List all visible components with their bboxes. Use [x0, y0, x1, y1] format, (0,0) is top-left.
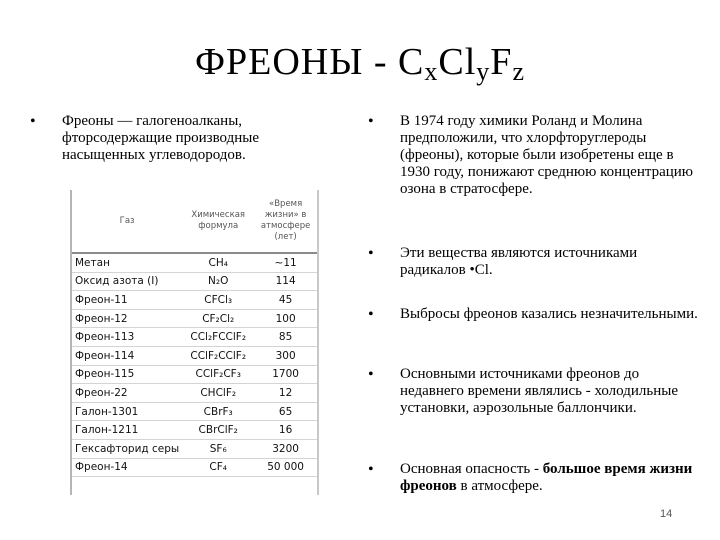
cell-formula: CFCl₃ [182, 291, 254, 310]
title-sub-z: z [512, 57, 525, 86]
table-row [72, 272, 317, 291]
right-bullet-4 [368, 366, 698, 417]
cell-gas: Фреон-22 [72, 384, 182, 403]
cell-lifetime: 85 [254, 328, 317, 347]
cell-formula: CF₂Cl₂ [182, 309, 254, 328]
table-row [72, 421, 317, 440]
title-sub-y: y [476, 57, 491, 86]
cell-lifetime: 50 000 [254, 458, 317, 477]
title-f: F [490, 41, 513, 83]
right-bullet-4-text: Основными источниками фреонов до недавнего времени являлись - холодильные установки, аэрозольные баллончики. [400, 366, 678, 416]
bullet-5-pre: Основная опасность - [400, 461, 543, 477]
table-row [72, 458, 317, 477]
bullet-marker: • [368, 245, 374, 262]
cell-formula: SF₆ [182, 439, 254, 458]
cell-formula: N₂O [182, 272, 254, 291]
freon-lifetime-table [70, 190, 319, 495]
bullet-marker: • [30, 113, 36, 130]
left-bullet-text: Фреоны — галогеноалканы, фторсодержащие производные насыщенных углеводородов. [62, 113, 260, 163]
cell-gas: Фреон-114 [72, 346, 182, 365]
left-bullet [30, 113, 330, 164]
cell-gas: Галон-1211 [72, 421, 182, 440]
cell-gas: Галон-1301 [72, 402, 182, 421]
table-header-formula: Химическая формула [182, 190, 254, 253]
right-bullet-5-text [400, 461, 698, 495]
table-row [72, 346, 317, 365]
table-row [72, 402, 317, 421]
cell-gas: Фреон-11 [72, 291, 182, 310]
cell-gas: Оксид азота (I) [72, 272, 182, 291]
left-column [30, 113, 330, 164]
cell-formula: CBrClF₂ [182, 421, 254, 440]
slide-title [0, 40, 720, 87]
cell-lifetime: 114 [254, 272, 317, 291]
table-row [72, 253, 317, 272]
table-row [72, 309, 317, 328]
bullet-5-post: в атмосфере. [456, 478, 543, 494]
table-row [72, 384, 317, 403]
right-bullet-2-text: Эти вещества являются источниками радикалов •Cl. [400, 245, 638, 278]
right-bullet-5 [368, 461, 698, 495]
right-bullet-1-text: В 1974 году химики Роланд и Молина предположили, что хлорфторуглероды (фреоны), которые были изобретены еще в 1930 году, понижают среднюю концентрацию озона в стратосфере. [400, 113, 694, 197]
table-row [72, 365, 317, 384]
cell-gas: Гексафторид серы [72, 439, 182, 458]
cell-lifetime: 100 [254, 309, 317, 328]
table-row [72, 328, 317, 347]
cell-gas: Фреон-14 [72, 458, 182, 477]
cell-lifetime: 1700 [254, 365, 317, 384]
cell-gas: Фреон-113 [72, 328, 182, 347]
title-main: ФРЕОНЫ - C [195, 41, 425, 83]
bullet-marker: • [368, 461, 374, 478]
cell-gas: Фреон-12 [72, 309, 182, 328]
right-bullet-3-text: Выбросы фреонов казались незначительными. [400, 306, 698, 322]
cell-formula: CH₄ [182, 253, 254, 272]
table-header-gas: Газ [72, 190, 182, 253]
table-row [72, 439, 317, 458]
cell-gas: Фреон-115 [72, 365, 182, 384]
bullet-marker: • [368, 366, 374, 383]
cell-formula: CClF₂CClF₂ [182, 346, 254, 365]
page-number: 14 [660, 508, 673, 520]
table-header-lifetime: «Время жизни» в атмосфере (лет) [254, 190, 317, 253]
right-bullet-1 [368, 113, 698, 198]
cell-lifetime: 3200 [254, 439, 317, 458]
cell-lifetime: 12 [254, 384, 317, 403]
right-bullet-3 [368, 306, 698, 323]
cell-formula: CCl₂FCClF₂ [182, 328, 254, 347]
cell-lifetime: 300 [254, 346, 317, 365]
cell-formula: CClF₂CF₃ [182, 365, 254, 384]
cell-formula: CHClF₂ [182, 384, 254, 403]
title-cl: Cl [438, 41, 477, 83]
title-sub-x: x [424, 57, 439, 86]
cell-lifetime: ~11 [254, 253, 317, 272]
bullet-5-bold: большое время жизни фреонов [400, 461, 693, 494]
cell-lifetime: 45 [254, 291, 317, 310]
table-row [72, 291, 317, 310]
bullet-marker: • [368, 306, 374, 323]
bullet-marker: • [368, 113, 374, 130]
right-bullet-2 [368, 245, 698, 279]
cell-formula: CF₄ [182, 458, 254, 477]
cell-gas: Метан [72, 253, 182, 272]
cell-lifetime: 65 [254, 402, 317, 421]
cell-lifetime: 16 [254, 421, 317, 440]
cell-formula: CBrF₃ [182, 402, 254, 421]
